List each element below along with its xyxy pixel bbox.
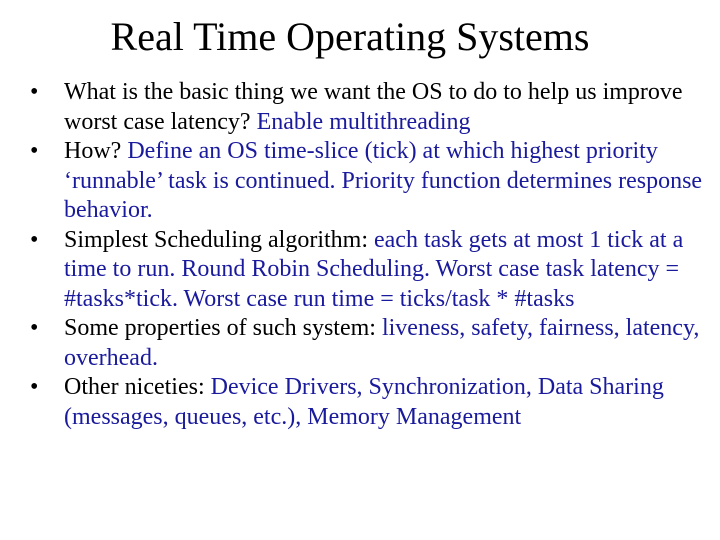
bullet-icon: •: [30, 226, 39, 253]
bullet-icon: •: [30, 315, 39, 341]
bullet-item-5: [0, 373, 710, 432]
bullet-item-4: [0, 314, 710, 373]
bullet-lead: Some properties of such system:: [64, 315, 382, 341]
bullet-emphasis: each task gets at most 1 tick at a time to run. Round Robin Scheduling. Worst case task latency = #tasks*tick. Worst case run time = ticks/task * #tasks: [64, 226, 684, 312]
bullet-emphasis: liveness, safety, fairness, latency, overhead.: [64, 315, 700, 371]
bullet-emphasis: Define an OS time-slice (tick) at which highest priority ‘runnable’ task is continued. Priority function determines response behavior.: [64, 138, 703, 223]
bullet-icon: •: [30, 79, 39, 105]
bullet-icon: •: [30, 374, 39, 400]
bullet-item-2: [0, 137, 710, 226]
slide-title: Real Time Operating Systems: [110, 14, 590, 59]
bullet-lead: What is the basic thing we want the OS to do to help us improve worst case latency?: [64, 79, 683, 135]
bullet-emphasis: Device Drivers, Synchronization, Data Sharing (messages, queues, etc.), Memory Management: [64, 374, 664, 430]
bullet-emphasis: Enable multithreading: [256, 108, 471, 135]
bullet-lead: Simplest Scheduling algorithm:: [64, 226, 374, 253]
bullet-item-1: [0, 78, 710, 137]
bullet-lead: How?: [64, 138, 128, 164]
bullet-item-3: [0, 226, 710, 315]
bullet-lead: Other niceties:: [64, 374, 211, 400]
bullet-list: [0, 78, 710, 432]
bullet-icon: •: [30, 138, 39, 164]
